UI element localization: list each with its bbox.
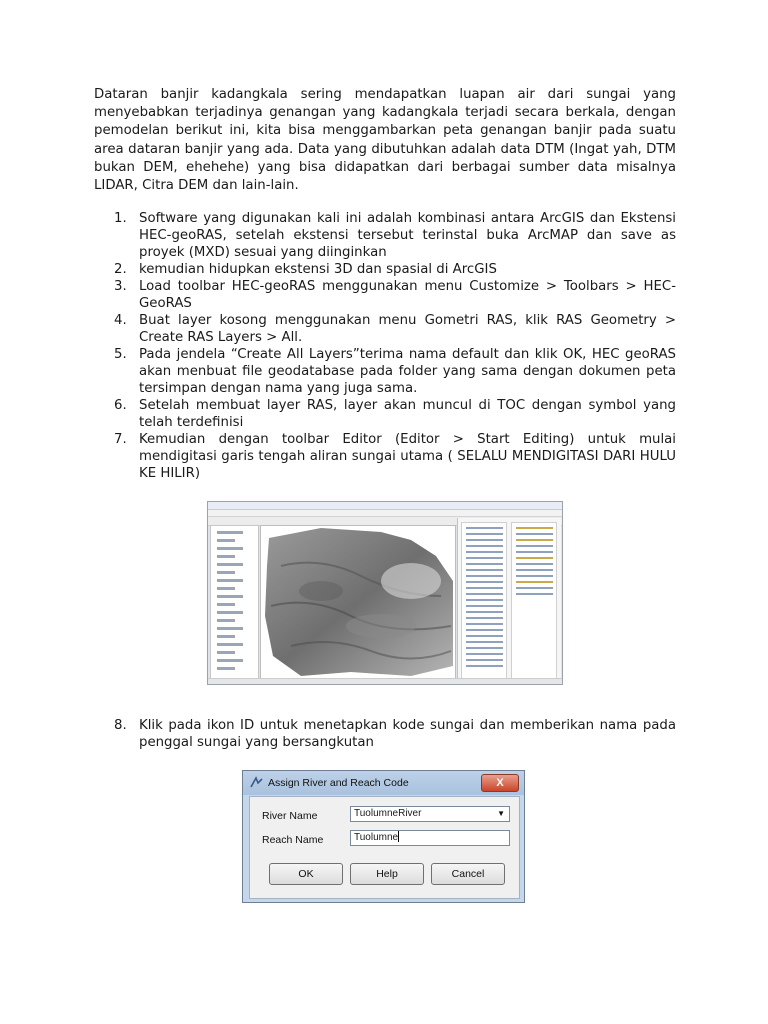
intro-paragraph: Dataran banjir kadangkala sering mendapatkan luapan air dari sungai yang menyebabkan terjadinya genangan yang kadangkala terjadi secara berkala, dengan pemodelan berikut ini, kita bisa menggambarkan peta genangan banjir pada suatu area dataran banjir yang ada. Data yang dibutuhkan adalah data DTM (Ingat yah, DTM bukan DEM, ehehehe) yang bisa didapatkan dari berbagai sumber data misalnya LIDAR, Citra DEM dan lain-lain. — [94, 87, 676, 194]
text-caret — [398, 831, 399, 842]
step-text: Kemudian dengan toolbar Editor (Editor > Start Editing) untuk mulai mendigitasi garis tengah aliran sungai utama ( SELALU MENDIGITASI DARI HULU KE HILIR) — [139, 432, 676, 481]
list-item — [94, 210, 676, 261]
reach-name-value: Tuolumne — [354, 832, 399, 843]
step-text: Pada jendela “Create All Layers”terima nama default dan klik OK, HEC geoRAS akan menbuat file geodatabase pada folder yang sama dengan dokumen peta tersimpan dengan nama yang juga sama. — [139, 347, 676, 396]
reach-name-input[interactable] — [350, 830, 510, 846]
river-name-value: TuolumneRiver — [354, 808, 422, 819]
step-number: 6. — [114, 398, 127, 413]
cancel-button[interactable]: Cancel — [431, 863, 505, 885]
list-item — [94, 346, 676, 397]
arcmap-screenshot — [207, 501, 563, 685]
list-item — [94, 397, 676, 431]
step-text: kemudian hidupkan ekstensi 3D dan spasial di ArcGIS — [139, 262, 497, 277]
dialog-title: Assign River and Reach Code — [268, 777, 409, 789]
arcmap-statusbar — [208, 678, 562, 684]
list-item — [94, 261, 676, 278]
list-item — [94, 312, 676, 346]
step-text: Buat layer kosong menggunakan menu Gometri RAS, klik RAS Geometry > Create RAS Layers > All. — [139, 313, 676, 345]
step-number: 8. — [114, 718, 127, 733]
step-text: Load toolbar HEC-geoRAS menggunakan menu Customize > Toolbars > HEC-GeoRAS — [139, 279, 676, 311]
ok-button[interactable]: OK — [269, 863, 343, 885]
close-button[interactable]: X — [481, 774, 519, 792]
arcmap-terrain-view — [260, 525, 456, 679]
reach-name-label: Reach Name — [262, 834, 324, 846]
step-number: 2. — [114, 262, 127, 277]
step-number: 1. — [114, 211, 127, 226]
steps-list — [94, 210, 676, 482]
step-number: 4. — [114, 313, 127, 328]
dialog-body — [249, 796, 520, 899]
step-number: 7. — [114, 432, 127, 447]
list-item — [94, 278, 676, 312]
river-name-select[interactable] — [350, 806, 510, 822]
arcmap-toc-panel — [210, 525, 259, 679]
help-button[interactable]: Help — [350, 863, 424, 885]
steps-list-continued — [94, 717, 676, 751]
chevron-down-icon[interactable]: ▼ — [497, 809, 505, 818]
step-text: Software yang digunakan kali ini adalah kombinasi antara ArcGIS dan Ekstensi HEC-geoRAS, setelah ekstensi tersebut terinstal buka ArcMAP dan save as proyek (MXD) sesuai yang diinginkan — [139, 211, 676, 260]
arcmap-titlebar — [208, 502, 562, 510]
step-number: 5. — [114, 347, 127, 362]
list-item — [94, 717, 676, 751]
dialog-titlebar — [243, 771, 524, 795]
terrain-image — [261, 526, 455, 678]
assign-river-dialog — [242, 770, 525, 903]
list-item — [94, 431, 676, 482]
arcmap-right-panels — [457, 518, 561, 682]
step-text: Klik pada ikon ID untuk menetapkan kode sungai dan memberikan nama pada penggal sungai yang bersangkutan — [139, 718, 676, 750]
arcmap-menubar — [208, 510, 562, 517]
river-name-label: River Name — [262, 810, 318, 822]
hec-georas-icon — [250, 776, 263, 789]
step-number: 3. — [114, 279, 127, 294]
step-text: Setelah membuat layer RAS, layer akan muncul di TOC dengan symbol yang telah terdefinisi — [139, 398, 676, 430]
